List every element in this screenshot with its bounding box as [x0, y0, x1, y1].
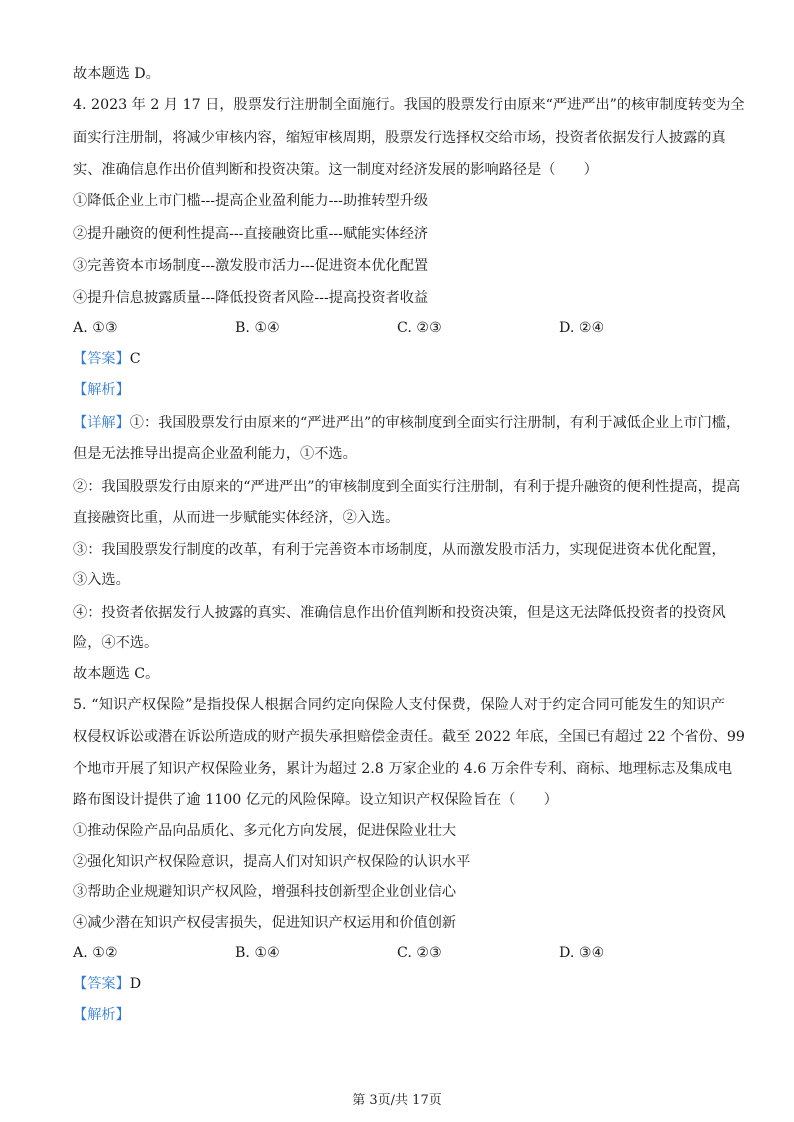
q4-detail-line-4: 直接融资比重，从而进一步赋能实体经济，②入选。 — [73, 510, 400, 526]
analysis-tag: 【解析】 — [73, 1007, 130, 1023]
detail-tag: 【详解】 — [73, 415, 130, 431]
q4-statement-4: ④提升信息披露质量---降低投资者风险---提高投资者收益 — [73, 290, 429, 306]
q4-conclusion: 故本题选 C。 — [73, 666, 160, 682]
q4-stem-line-1: 4. 2023 年 2 月 17 日，股票发行注册制全面施行。我国的股票发行由原来“严进严出”的核审制度转变为全 — [73, 97, 745, 113]
q4-detail-line-3: ②：我国股票发行由原来的“严进严出”的审核制度到全面实行注册制，有利于提升融资的便利性提高，提高 — [73, 479, 741, 495]
q4-statement-1: ①降低企业上市门槛---提高企业盈利能力---助推转型升级 — [73, 193, 429, 209]
answer-tag: 【答案】 — [73, 351, 130, 367]
q4-option-c: C. ②③ — [397, 320, 442, 336]
q4-detail-line-6: ③入选。 — [73, 572, 130, 588]
q5-stem-line-2: 权侵权诉讼或潜在诉讼所造成的财产损失承担赔偿金责任。截至 2022 年底，全国已有超过 22 个省份、99 — [73, 729, 745, 745]
page-number-footer: 第 3页/共 17页 — [352, 1093, 442, 1108]
q4-detail-line-7: ④：投资者依据发行人披露的真实、准确信息作出价值判断和投资决策，但是这无法降低投资者的投资风 — [73, 605, 726, 621]
q4-detail-line-2: 但是无法推导出提高企业盈利能力，①不选。 — [73, 446, 357, 462]
q5-stem-line-1: 5. “知识产权保险”是指投保人根据合同约定向保险人支付保费，保险人对于约定合同可能发生的知识产 — [73, 697, 725, 713]
answer-value: D — [129, 976, 142, 992]
q4-stem-line-3: 实、准确信息作出价值判断和投资决策。这一制度对经济发展的影响路径是（ ） — [73, 162, 598, 178]
q4-option-b: B. ①④ — [235, 320, 280, 336]
q5-statement-4: ④减少潜在知识产权侵害损失，促进知识产权运用和价值创新 — [73, 915, 457, 931]
q4-answer — [73, 349, 725, 369]
q4-detail-line-8: 险，④不选。 — [73, 635, 159, 651]
answer-value: C — [129, 351, 141, 367]
q5-analysis — [73, 1005, 725, 1025]
answer-tag: 【答案】 — [73, 976, 130, 992]
q5-answer — [73, 974, 725, 994]
q5-option-c: C. ②③ — [397, 945, 442, 961]
q4-statement-2: ②提升融资的便利性提高---直接融资比重---赋能实体经济 — [73, 226, 429, 242]
q4-detail-line-1: 【详解】①：我国股票发行由原来的“严进严出”的审核制度到全面实行注册制，有利于减低企业上市门槛， — [73, 415, 741, 431]
q5-statement-2: ②强化知识产权保险意识，提高人们对知识产权保险的认识水平 — [73, 854, 471, 870]
q5-option-d: D. ③④ — [559, 945, 605, 961]
q4-options — [73, 318, 725, 338]
q4-stem-line-2: 面实行注册制，将减少审核内容，缩短审核周期，股票发行选择权交给市场，投资者依据发行人披露的真 — [73, 130, 726, 146]
q4-detail-line-5: ③：我国股票发行制度的改革，有利于完善资本市场制度，从而激发股市活力，实现促进资本优化配置， — [73, 542, 726, 558]
q4-statement-3: ③完善资本市场制度---激发股市活力---促进资本优化配置 — [73, 258, 429, 274]
q5-statement-1: ①推动保险产品向品质化、多元化方向发展，促进保险业壮大 — [73, 823, 457, 839]
q5-stem-line-4: 路布图设计提供了逾 1100 亿元的风险保障。设立知识产权保险旨在（ ） — [73, 792, 558, 808]
q4-analysis — [73, 380, 725, 400]
q5-option-a: A. ①② — [73, 945, 118, 961]
q3-conclusion: 故本题选 D。 — [73, 66, 160, 82]
q5-option-b: B. ①④ — [235, 945, 280, 961]
q5-stem-line-3: 个地市开展了知识产权保险业务，累计为超过 2.8 万家企业的 4.6 万余件专利、商标、地理标志及集成电 — [73, 761, 733, 777]
q5-statement-3: ③帮助企业规避知识产权风险，增强科技创新型企业创业信心 — [73, 884, 457, 900]
q4-option-a: A. ①③ — [73, 320, 118, 336]
q5-options — [73, 943, 725, 963]
q4-option-d: D. ②④ — [559, 320, 605, 336]
analysis-tag: 【解析】 — [73, 382, 130, 398]
